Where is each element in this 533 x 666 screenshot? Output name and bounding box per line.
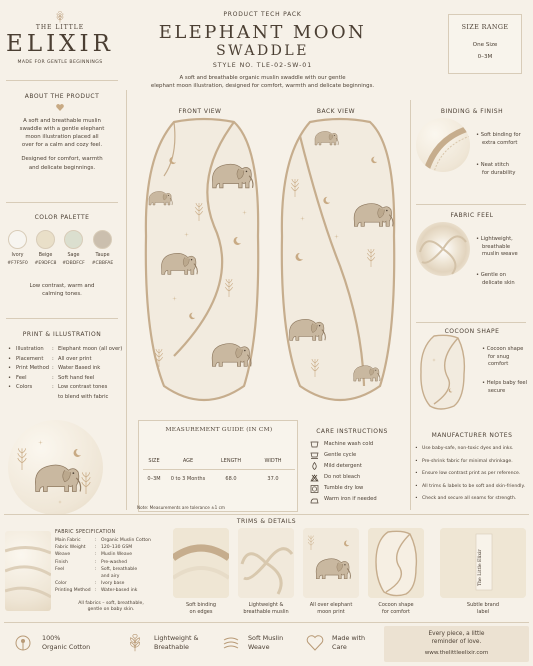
footer-url[interactable]: www.thelittleelixir.com — [424, 650, 489, 656]
header-eyebrow: PRODUCT TECH PACK — [223, 11, 302, 18]
front-view-label: FRONT VIEW — [178, 108, 222, 115]
care-item: Tumble dry low — [310, 485, 410, 496]
cotton-icon — [14, 634, 32, 652]
caption-label: Subtle brand label — [466, 602, 500, 615]
style-number: STYLE NO. TLE-02-SW-01 — [212, 62, 313, 69]
fabric-spec-title: FABRIC SPECIFICATION — [55, 530, 116, 535]
care-item: Machine wash cold — [310, 440, 410, 451]
fabric-spec-table — [55, 538, 170, 596]
palette-note: Low contrast, warm and calming tones. — [29, 283, 95, 298]
heart-icon — [56, 104, 64, 111]
print-row: • Print Method : Water Based ink — [8, 365, 101, 372]
swatch-name: Beige — [38, 253, 53, 258]
fabric-spec-row: and airy — [101, 573, 120, 579]
care-instructions — [310, 440, 410, 507]
fabric-feel-title: FABRIC FEEL — [450, 212, 494, 219]
fabric-spec-note: All fabrics – soft, breathable, gentle on baby skin. — [78, 601, 144, 613]
footer-organic-cotton: 100% Organic Cotton — [42, 634, 91, 652]
brand-name: ELIXIR — [6, 31, 114, 57]
print-row: • Illustration : Elephant moon (all over) — [8, 346, 123, 352]
brand-top: THE LITTLE — [35, 24, 85, 31]
caption-print: All over elephant moon print — [309, 602, 353, 615]
footer-muslin-weave: Soft Muslin Weave — [248, 634, 284, 652]
header-size: SIZE — [148, 457, 160, 464]
swatch-sage — [64, 230, 83, 249]
fabric-feel-image — [416, 222, 470, 276]
measurement-note: Note: Measurements are tolerance ±1 cm — [137, 505, 225, 510]
fabric-feel-bullet-1: • Lightweight, breathable muslin weave — [476, 236, 518, 258]
print-row: • Feel : Soft hand feel — [8, 374, 95, 381]
trim-print-image — [303, 528, 359, 598]
footer-lightweight: Lightweight & Breathable — [154, 634, 199, 652]
care-item: Warm iron if needed — [310, 496, 410, 507]
heart-care-icon — [306, 634, 324, 652]
header-length: LENGTH — [220, 457, 242, 464]
product-description: A soft and breathable organic muslin swaddle with our gentle elephant moon illustration, designed for comfort, warmth and delicate beginnings. — [150, 75, 375, 90]
brand-tagline: MADE FOR GENTLE BEGINNINGS — [17, 60, 103, 65]
trim-brand-label-image — [440, 528, 526, 598]
swatch-hex: #F7F5F0 — [7, 261, 28, 266]
manufacturer-title: MANUFACTURER NOTES — [431, 432, 513, 439]
fabric-spec-row: Printing Method : Water-based ink — [55, 588, 138, 594]
footer-note: Every piece, a little reminder of love. — [428, 631, 485, 645]
fabric-spec-row: Fabric Weight : 120–130 GSM — [55, 545, 133, 551]
cocoon-bullet-1: • Cocoon shape for snug comfort — [482, 346, 524, 368]
print-row: • Colors : Low contrast tones — [8, 384, 108, 391]
feather-icon — [126, 634, 144, 652]
size-value: One Size — [472, 42, 498, 48]
caption-muslin: Lightweight & breathable muslin — [243, 602, 289, 615]
print-details — [8, 346, 124, 404]
footer-made-with-care: Made with Care — [332, 634, 366, 652]
fabric-feel-bullet-2: • Gentle on delicate skin — [476, 272, 515, 286]
fabric-spec-row: Main Fabric : Organic Muslin Cotton — [55, 538, 151, 543]
cell-length: 68.0 — [225, 476, 237, 483]
print-row: to blend with fabric — [58, 393, 109, 400]
measurement-table — [143, 453, 295, 489]
header-age: AGE — [182, 457, 194, 464]
cell-age: 0 to 3 Months — [170, 476, 206, 483]
swatch-taupe — [93, 230, 112, 249]
swatch-beige — [36, 230, 55, 249]
back-view-swaddle — [270, 116, 410, 412]
trim-muslin-image — [238, 528, 294, 598]
palette-title: COLOR PALETTE — [34, 214, 90, 221]
care-item: Do not bleach — [310, 474, 410, 485]
cocoon-title: COCOON SHAPE — [444, 328, 500, 335]
manufacturer-note: • All trims & labels to be soft and skin-friendly. — [415, 483, 525, 489]
elephant-illustration — [8, 420, 103, 515]
care-item: Gentle cycle — [310, 451, 410, 462]
manufacturer-note: • Pre-shrink fabric for minimal shrinkage. — [415, 458, 513, 464]
dryer-icon — [310, 485, 319, 493]
manufacturer-notes — [414, 446, 532, 509]
swatch-name: Sage — [67, 253, 80, 258]
brand-label-text: The Little Elixir — [478, 549, 483, 586]
swatch-name: Taupe — [95, 253, 110, 258]
about-text: A soft and breathable muslin swaddle with a gentle elephant moon illustration placed all over for a calm and cozy feel. Designed for comfort, warmth and delicate beginnings. — [19, 118, 105, 171]
size-range-box — [448, 14, 522, 74]
cocoon-bullet-2: • Helps baby feel secure — [482, 380, 528, 394]
fabric-spec-row: Color : Ivory base — [55, 581, 125, 587]
weave-icon — [222, 634, 240, 652]
print-row: • Placement : All over print — [8, 355, 92, 362]
cycle-icon — [310, 451, 319, 459]
header-width: WIDTH — [264, 457, 282, 464]
swatch-hex: #DBDFCF — [62, 261, 85, 266]
measurement-title: MEASUREMENT GUIDE (IN CM) — [165, 427, 273, 433]
swatch-hex: #E9DFC8 — [34, 261, 57, 266]
caption-cocoon: Cocoon shape for comfort — [378, 602, 414, 615]
trim-cocoon-image — [368, 528, 424, 598]
binding-title: BINDING & FINISH — [440, 108, 504, 115]
swatch-name: Ivory — [11, 253, 24, 258]
tub-icon — [310, 440, 319, 448]
measurement-guide — [138, 420, 298, 512]
manufacturer-note: • Check and secure all seams for strength. — [415, 496, 517, 502]
trim-binding-image — [173, 528, 229, 598]
care-title: CARE INSTRUCTIONS — [316, 428, 388, 435]
trims-title: TRIMS & DETAILS — [236, 518, 297, 525]
print-title: PRINT & ILLUSTRATION — [22, 331, 102, 338]
front-view-swaddle — [134, 116, 274, 412]
caption-binding: Soft binding on edges — [185, 602, 217, 615]
age-value: 0–3M — [477, 54, 493, 60]
fabric-spec-row: Finish : Pre-washed — [55, 559, 128, 565]
fabric-spec-row: Weave : Muslin Weave — [55, 552, 133, 558]
cell-width: 37.0 — [267, 476, 279, 483]
swatch-hex: #CBBFAE — [91, 261, 114, 266]
about-title: ABOUT THE PRODUCT — [24, 93, 100, 100]
fabric-swatch-image — [5, 531, 51, 611]
fabric-spec-row: Feel : Soft, breathable — [55, 566, 138, 572]
binding-bullet-1: • Soft binding for extra comfort — [476, 132, 521, 146]
manufacturer-note: • Ensure low contrast print as per reference. — [415, 471, 521, 477]
leaf-logo-icon — [54, 11, 66, 23]
product-subtitle: SWADDLE — [216, 43, 309, 59]
back-view-label: BACK VIEW — [316, 108, 356, 115]
drop-icon — [310, 462, 319, 470]
binding-bullet-2: • Neat stitch for durability — [476, 162, 516, 176]
size-range-title: SIZE RANGE — [461, 23, 509, 31]
manufacturer-note: • Use baby-safe, non-toxic dyes and inks. — [415, 446, 514, 451]
binding-detail-image — [416, 118, 470, 172]
care-item: Mild detergent — [310, 462, 410, 473]
triangle-icon — [310, 474, 319, 482]
cell-size: 0–3M — [147, 476, 161, 483]
cocoon-shape-image — [418, 334, 466, 410]
swatch-ivory — [8, 230, 27, 249]
product-title: ELEPHANT MOON — [158, 22, 367, 43]
footer-note-box — [384, 626, 529, 662]
iron-icon — [310, 496, 319, 504]
